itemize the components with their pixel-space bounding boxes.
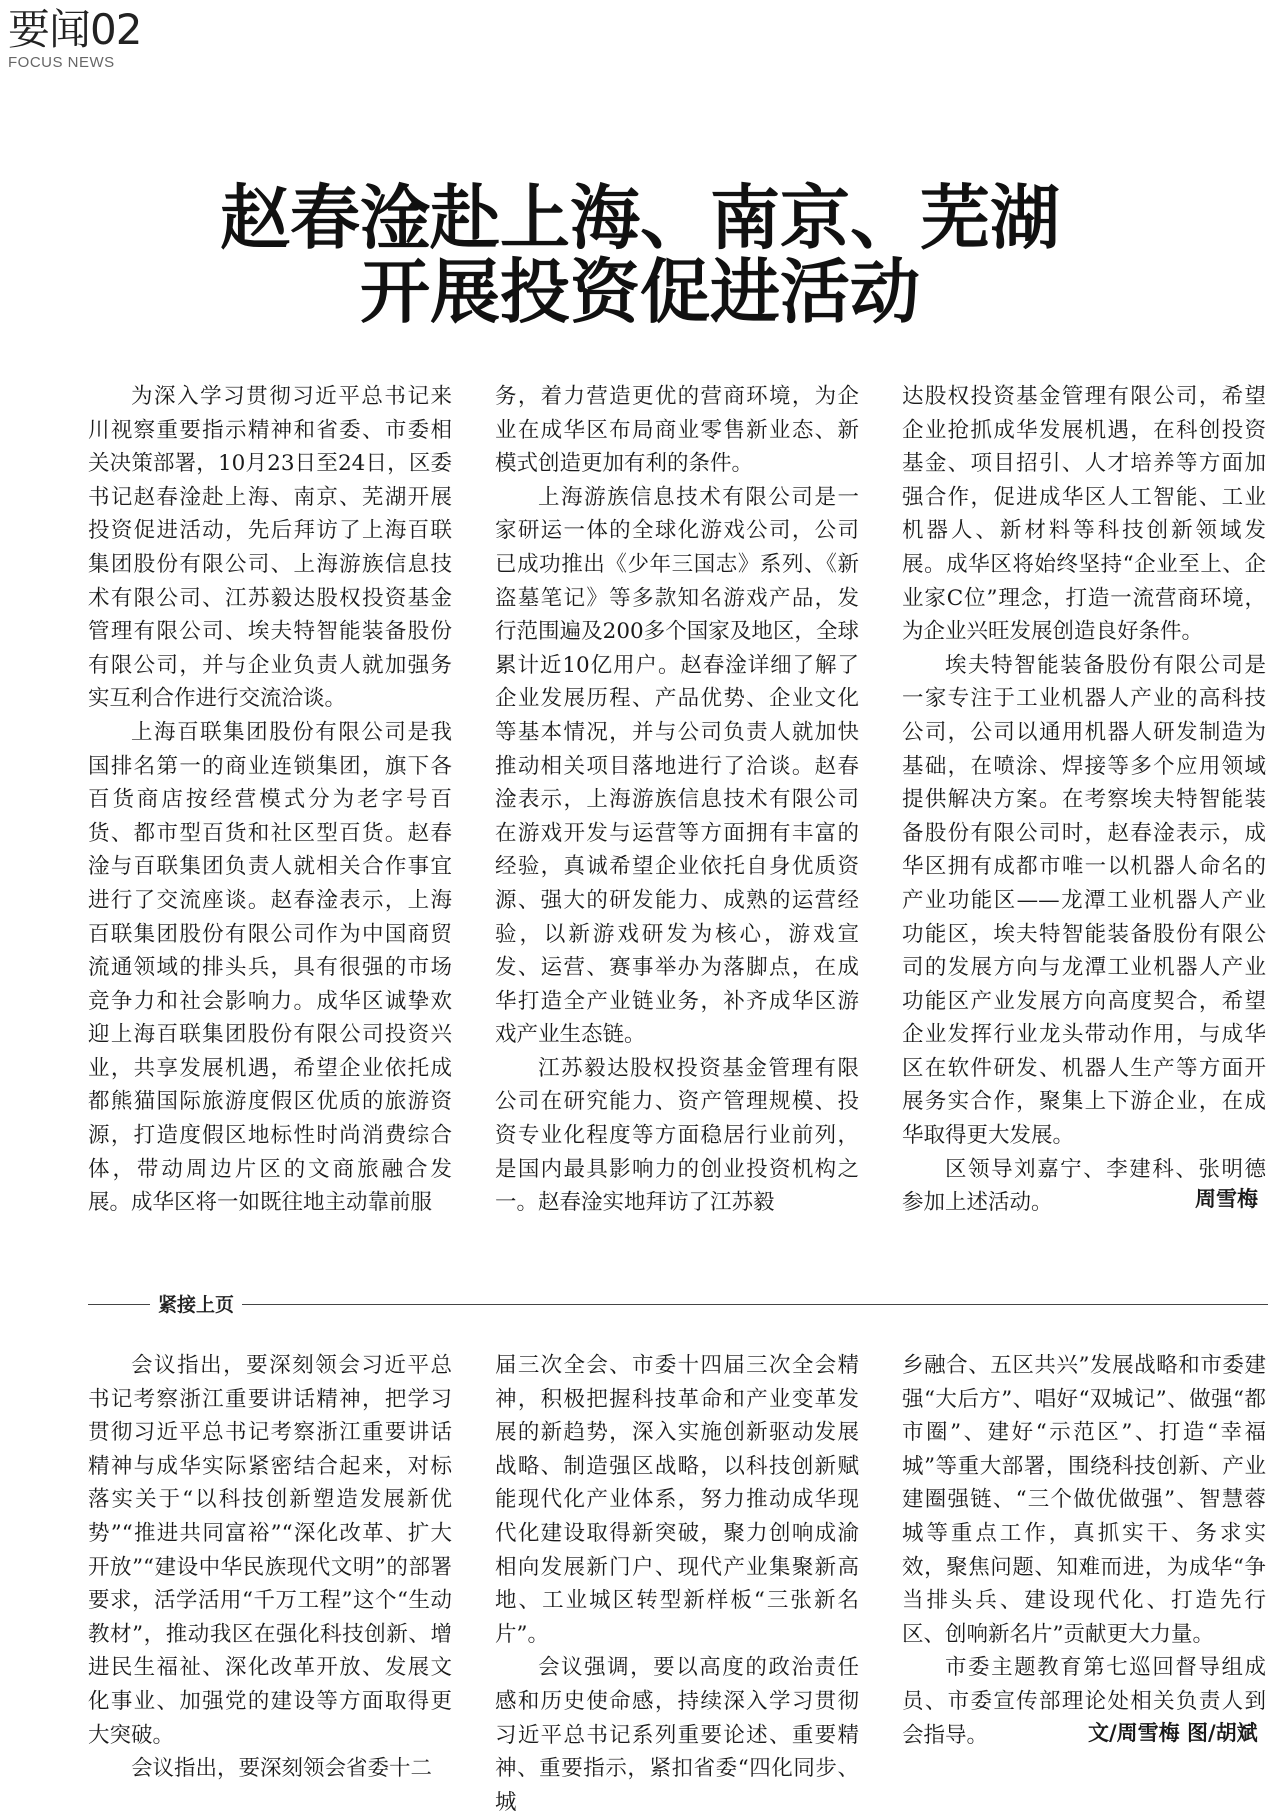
article1-column-1 [88, 380, 452, 1220]
paragraph: 市委主题教育第七巡回督导组成员、市委宣传部理论处相关负责人到会指导。 [902, 1655, 1266, 1748]
paragraph: 会议指出，要深刻领会省委十二 [131, 1756, 433, 1782]
section-divider [88, 1304, 1268, 1305]
headline-line-1: 赵春淦赴上海、南京、芜湖 [220, 177, 1060, 259]
continued-label: 紧接上页 [150, 1290, 242, 1317]
paragraph: 江苏毅达股权投资基金管理有限公司在研究能力、资产管理规模、投资专业化程度等方面稳居行业前列，是国内最具影响力的创业投资机构之一。赵春淦实地拜访了江苏毅 [495, 1055, 859, 1216]
paragraph: 上海游族信息技术有限公司是一家研运一体的全球化游戏公司，公司已成功推出《少年三国志》系列、《新盗墓笔记》等多款知名游戏产品，发行范围遍及200多个国家及地区，全球累计近10亿用户。赵春淦详细了解了企业发展历程、产品优势、企业文化等基本情况，并与公司负责人就加快推动相关项目落地进行了洽谈。赵春淦表示，上海游族信息技术有限公司在游戏开发与运营等方面拥有丰富的经验，真诚希望企业依托自身优质资源、强大的研发能力、成熟的运营经验，以新游戏研发为核心，游戏宣发、运营、赛事举办为落脚点，在成华打造全产业链业务，补齐成华区游戏产业生态链。 [495, 484, 859, 1048]
paragraph: 区领导刘嘉宁、李建科、张明德参加上述活动。 [902, 1156, 1266, 1216]
section-subtitle: FOCUS NEWS [8, 54, 115, 71]
paragraph: 为深入学习贯彻习近平总书记来川视察重要指示精神和省委、市委相关决策部署，10月23日至24日，区委书记赵春淦赴上海、南京、芜湖开展投资促进活动，先后拜访了上海百联集团股份有限公司、上海游族信息技术有限公司、江苏毅达股权投资基金管理有限公司、埃夫特智能装备股份有限公司，并与企业负责人就加强务实互利合作进行交流洽谈。 [88, 384, 452, 712]
article1-column-3 [902, 380, 1266, 1220]
paragraph: 务，着力营造更优的营商环境，为企业在成华区布局商业零售新业态、新模式创造更加有利的条件。 [495, 384, 859, 477]
section-header [8, 6, 141, 71]
article2-column-1 [88, 1349, 452, 1786]
paragraph: 埃夫特智能装备股份有限公司是一家专注于工业机器人产业的高科技公司，公司以通用机器人研发制造为基础，在喷涂、焊接等多个应用领域提供解决方案。在考察埃夫特智能装备股份有限公司时，赵春淦表示，成华区拥有成都市唯一以机器人命名的产业功能区——龙潭工业机器人产业功能区，埃夫特智能装备股份有限公司的发展方向与龙潭工业机器人产业功能区产业发展方向高度契合，希望企业发挥行业龙头带动作用，与成华区在软件研发、机器人生产等方面开展务实合作，聚集上下游企业，在成华取得更大发展。 [902, 652, 1266, 1149]
paragraph: 会议指出，要深刻领会习近平总书记考察浙江重要讲话精神，把学习贯彻习近平总书记考察浙江重要讲话精神与成华实际紧密结合起来，对标落实关于“以科技创新塑造发展新优势”“推进共同富裕”“深化改革、扩大开放”“建设中华民族现代文明”的部署要求，活学活用“千万工程”这个“生动教材”，推动我区在强化科技创新、增进民生福祉、深化改革开放、发展文化事业、加强党的建设等方面取得更大突破。 [88, 1353, 452, 1748]
paragraph: 乡融合、五区共兴”发展战略和市委建强“大后方”、唱好“双城记”、做强“都市圈”、建好“示范区”、打造“幸福城”等重大部署，围绕科技创新、产业建圈强链、“三个做优做强”、智慧蓉城等重点工作，真抓实干、务求实效，聚焦问题、知难而进，为成华“争当排头兵、建设现代化、打造先行区、创响新名片”贡献更大力量。 [902, 1353, 1266, 1647]
article1-byline: 周雪梅 [1195, 1187, 1258, 1211]
paragraph: 届三次全会、市委十四届三次全会精神，积极把握科技革命和产业变革发展的新趋势，深入实施创新驱动发展战略、制造强区战略，以科技创新赋能现代化产业体系，努力推动成华现代化建设取得新突破，聚力创响成渝相向发展新门户、现代产业集聚新高地、工业城区转型新样板“三张新名片”。 [495, 1353, 859, 1647]
article2-column-3 [902, 1349, 1266, 1752]
section-title: 要闻02 [8, 5, 142, 54]
headline-line-2: 开展投资促进活动 [360, 251, 920, 333]
paragraph: 达股权投资基金管理有限公司，希望企业抢抓成华发展机遇，在科创投资基金、项目招引、人才培养等方面加强合作，促进成华区人工智能、工业机器人、新材料等科技创新领域发展。成华区将始终坚持“企业至上、企业家C位”理念，打造一流营商环境，为企业兴旺发展创造良好条件。 [902, 384, 1266, 645]
paragraph: 上海百联集团股份有限公司是我国排名第一的商业连锁集团，旗下各百货商店按经营模式分为老字号百货、都市型百货和社区型百货。赵春淦与百联集团负责人就相关合作事宜进行了交流座谈。赵春淦表示，上海百联集团股份有限公司作为中国商贸流通领域的排头兵，具有很强的市场竞争力和社会影响力。成华区诚挚欢迎上海百联集团股份有限公司投资兴业，共享发展机遇，希望企业依托成都熊猫国际旅游度假区优质的旅游资源，打造度假区地标性时尚消费综合体，带动周边片区的文商旅融合发展。成华区将一如既往地主动靠前服 [88, 719, 452, 1216]
article2-byline: 文/周雪梅 图/胡斌 [1088, 1721, 1258, 1745]
paragraph: 会议强调，要以高度的政治责任感和历史使命感，持续深入学习贯彻习近平总书记系列重要论述、重要精神、重要指示，紧扣省委“四化同步、城 [495, 1655, 859, 1815]
article1-column-2 [495, 380, 859, 1220]
